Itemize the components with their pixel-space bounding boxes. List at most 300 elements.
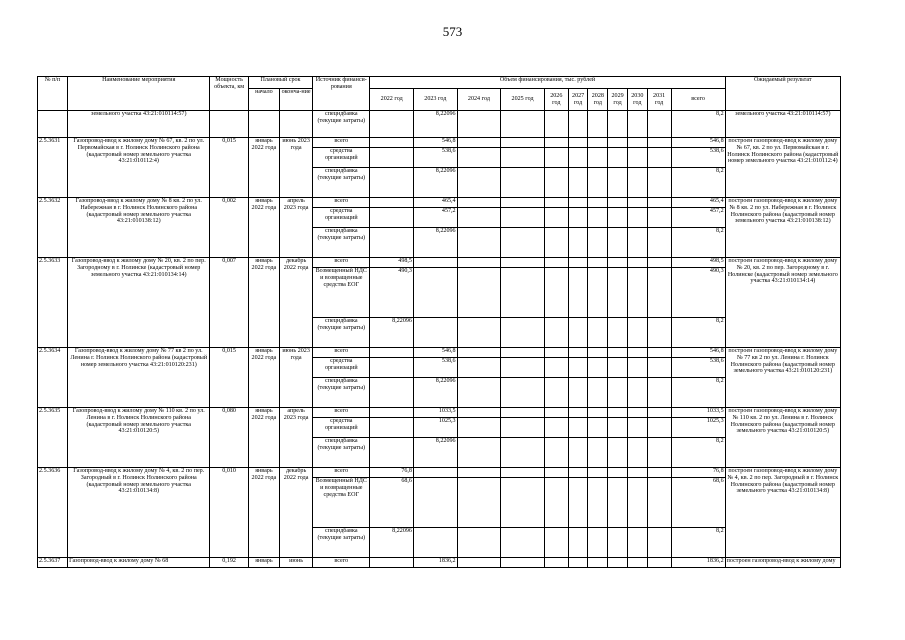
item-number: 2.5.3635 [38,408,68,468]
header-year: 2025 год [501,89,545,111]
value-empty [501,148,545,168]
value-empty [501,268,545,318]
value-empty [608,478,628,528]
item-name: Газопровод-ввод к жилому дому № 20, кв. 2 по пер. Загородному в г. Нолинске (кадастровый номер земельного участка 43:21:010134:14) [68,258,210,348]
value-2022 [370,378,414,408]
item-name: Газопровод-ввод к жилому дому № 110 кв. 2 по ул. Ленина в г. Нолинск Нолинского района (кадастровый номер земельного участка 43:21:010120:5) [68,408,210,468]
value-2023 [413,468,457,478]
value-empty [627,438,647,468]
value-empty [568,258,588,268]
value-2023 [413,478,457,528]
value-2022 [370,358,414,378]
header-year: 2028 год [588,89,608,111]
funding-source: средства организаций [313,418,370,438]
value-empty [457,268,501,318]
value-empty [457,358,501,378]
value-empty [544,418,568,438]
item-capacity: 0,080 [210,408,248,468]
value-empty [588,148,608,168]
value-empty [608,318,628,348]
value-2023: 465,4 [413,198,457,208]
value-empty [501,208,545,228]
value-empty [588,408,608,418]
table-row [38,348,841,358]
value-total: 8,2 [671,228,725,258]
value-empty [457,318,501,348]
value-empty [608,468,628,478]
value-empty [568,468,588,478]
financing-table [37,76,841,568]
value-empty [501,258,545,268]
value-empty [588,358,608,378]
item-capacity: 0,002 [210,198,248,258]
header-end: оконча-ние [279,89,312,111]
value-total: 8,2 [671,528,725,558]
value-empty [501,138,545,148]
value-empty [647,208,671,228]
funding-source: спецндбавка (текущие затраты) [313,168,370,198]
value-empty [647,348,671,358]
item-start: январь 2022 года [248,468,279,558]
value-empty [568,138,588,148]
value-empty [544,318,568,348]
value-2022: 490,3 [370,268,414,318]
item-number: 2.5.3632 [38,198,68,258]
item-number: 2.5.3633 [38,258,68,348]
value-total: 8,2 [671,378,725,408]
value-empty [608,408,628,418]
value-total: 1836,2 [671,558,725,568]
item-capacity: 0,015 [210,348,248,408]
table-row [38,198,841,208]
header-period: Плановый срок [248,77,312,89]
value-empty [608,268,628,318]
header-start: начало [248,89,279,111]
value-total: 546,8 [671,348,725,358]
value-empty [568,378,588,408]
value-empty [568,198,588,208]
value-empty [588,528,608,558]
value-2023: 8,22096 [413,378,457,408]
page-number: 573 [442,24,463,39]
value-empty [647,478,671,528]
value-empty [457,138,501,148]
value-empty [544,228,568,258]
funding-source: средства организаций [313,148,370,168]
value-empty [457,168,501,198]
value-total: 1025,3 [671,418,725,438]
item-name: земельного участка 43:21:010114:57) [68,111,210,138]
value-empty [647,378,671,408]
value-empty [608,228,628,258]
value-empty [627,528,647,558]
item-end: декабрь 2022 года [279,258,312,348]
value-empty [627,198,647,208]
value-total: 8,2 [671,111,725,138]
value-2022: 76,8 [370,468,414,478]
item-name: Газопровод-ввод к жилому дому № 8 кв. 2 по ул. Набережная в г. Нолинск Нолинского района (кадастровый номер земельного участка 43:21:010138:12) [68,198,210,258]
funding-source: Возмещенный НДС и возвращенные средства ЕОГ [313,478,370,528]
value-empty [608,358,628,378]
value-empty [588,208,608,228]
header-capacity: Мощность объекта, км [210,77,248,111]
value-empty [627,348,647,358]
value-empty [544,268,568,318]
value-2023: 538,6 [413,358,457,378]
value-2022 [370,228,414,258]
table-row [38,138,841,148]
value-empty [588,168,608,198]
item-result: построен газопровод-ввод к жилому дому № 110 кв. 2 по ул. Ленина в г. Нолинск Нолинского района (кадастровый номер земельного участка 43:21:010120:5) [725,408,840,468]
value-empty [627,318,647,348]
value-2023 [413,268,457,318]
value-2022 [370,148,414,168]
value-empty [544,558,568,568]
funding-source: спецндбавка (текущие затраты) [313,111,370,138]
item-number: 2.5.3631 [38,138,68,198]
funding-source: спецндбавка (текущие затраты) [313,438,370,468]
table-body [38,111,841,568]
value-empty [544,408,568,418]
funding-source: средства организаций [313,208,370,228]
funding-source: всего [313,408,370,418]
header-result: Ожидаемый результат [725,77,840,111]
value-empty [457,408,501,418]
header-source: Источник финанси-рования [313,77,370,111]
funding-source: всего [313,468,370,478]
value-empty [588,438,608,468]
value-2023: 8,22096 [413,228,457,258]
value-total: 68,6 [671,478,725,528]
value-empty [457,558,501,568]
item-start: январь 2022 года [248,198,279,258]
value-empty [588,198,608,208]
item-start: январь 2022 года [248,138,279,198]
header-name: Наименование мероприятия [68,77,210,111]
value-empty [608,348,628,358]
funding-source: всего [313,258,370,268]
value-empty [568,268,588,318]
value-empty [588,478,608,528]
header-year: 2031 год [647,89,671,111]
value-empty [501,468,545,478]
value-empty [501,358,545,378]
value-empty [457,378,501,408]
item-name: Газопровод-ввод к жилому дому № 67, кв. 2 по ул. Первомайская в г. Нолинск Нолинского района (кадастровый номер земельного участка 43:21:010112:4) [68,138,210,198]
value-total: 465,4 [671,198,725,208]
value-2023: 538,6 [413,148,457,168]
funding-source: спецндбавка (текущие затраты) [313,528,370,558]
value-empty [457,208,501,228]
value-total: 76,8 [671,468,725,478]
item-result: построен газопровод-ввод к жилому дому № 20, кв. 2 по пер. Загородному в г. Нолинске (кадастровый номер земельного участка 43:21:010134:14) [725,258,840,348]
value-empty [608,208,628,228]
value-empty [608,138,628,148]
value-empty [647,408,671,418]
value-empty [627,268,647,318]
header-year: 2027 год [568,89,588,111]
value-empty [588,138,608,148]
value-2023: 8,22096 [413,168,457,198]
value-2022 [370,198,414,208]
item-result: построен газопровод-ввод к жилому дому [725,558,840,568]
value-2023: 1025,3 [413,418,457,438]
value-2022: 8,22096 [370,318,414,348]
value-2022 [370,558,414,568]
value-empty [544,468,568,478]
value-empty [568,438,588,468]
value-empty [627,168,647,198]
value-empty [627,148,647,168]
value-empty [608,198,628,208]
value-2023: 546,8 [413,348,457,358]
item-end: декабрь 2022 года [279,468,312,558]
value-2022: 8,22096 [370,528,414,558]
value-empty [501,318,545,348]
item-end: июнь 2023 года [279,348,312,408]
table-row [38,558,841,568]
value-empty [544,478,568,528]
item-name: Газопровод-ввод к жилому дому № 68 [68,558,210,568]
value-empty [544,348,568,358]
item-end: июнь [279,558,312,568]
value-2023: 546,8 [413,138,457,148]
value-empty [588,268,608,318]
value-empty [457,228,501,258]
value-total: 538,6 [671,148,725,168]
value-empty [627,358,647,378]
header-year: 2030 год [627,89,647,111]
value-2022 [370,408,414,418]
value-empty [608,418,628,438]
value-total: 546,8 [671,138,725,148]
value-2023: 1836,2 [413,558,457,568]
value-empty [544,378,568,408]
value-empty [627,138,647,148]
header-year: 2029 год [608,89,628,111]
funding-source: всего [313,138,370,148]
value-empty [608,258,628,268]
value-empty [627,408,647,418]
value-empty [627,418,647,438]
value-empty [647,528,671,558]
header-volume: Объем финансирования, тыс. рублей [370,77,725,89]
item-result: построен газопровод-ввод к жилому дому № 77 кв 2 по ул. Ленина г. Нолинск Нолинского района (кадастровый номер земельного участка 43:21:010120:231) [725,348,840,408]
value-empty [501,198,545,208]
value-empty [588,378,608,408]
value-empty [608,528,628,558]
value-empty [647,318,671,348]
value-empty [568,148,588,168]
value-empty [647,258,671,268]
value-empty [457,348,501,358]
value-empty [608,558,628,568]
header-year: 2026 год [544,89,568,111]
value-empty [457,148,501,168]
value-2022 [370,418,414,438]
value-empty [608,148,628,168]
value-empty [501,418,545,438]
value-2022: 498,5 [370,258,414,268]
value-empty [568,528,588,558]
value-2023: 8,22096 [413,111,457,138]
value-empty [457,258,501,268]
value-empty [457,468,501,478]
value-empty [627,468,647,478]
value-empty [608,378,628,408]
value-total: 8,2 [671,438,725,468]
item-start: январь [248,558,279,568]
value-empty [647,468,671,478]
funding-source: спецндбавка (текущие затраты) [313,318,370,348]
value-2022 [370,348,414,358]
table-row [38,408,841,418]
item-number: 2.5.3634 [38,348,68,408]
value-empty [501,408,545,418]
value-empty [568,408,588,418]
item-capacity: 0,015 [210,138,248,198]
value-empty [568,208,588,228]
header-num: № п/п [38,77,68,111]
value-empty [568,558,588,568]
value-empty [647,148,671,168]
value-empty [501,478,545,528]
value-empty [627,258,647,268]
funding-source: всего [313,198,370,208]
value-2023 [413,318,457,348]
item-end: апрель 2023 года [279,408,312,468]
value-2022 [370,138,414,148]
value-empty [608,438,628,468]
item-capacity: 0,192 [210,558,248,568]
value-total: 538,6 [671,358,725,378]
value-empty [588,258,608,268]
value-total: 8,2 [671,318,725,348]
item-end: апрель 2023 года [279,198,312,258]
value-empty [627,478,647,528]
item-result: построен газопровод-ввод к жилому дому № 4, кв. 2 по пер. Загородный в г. Нолинск Нолинского района (кадастровый номер земельного участка 43:21:010134:8) [725,468,840,558]
table-header [38,77,841,111]
item-number: 2.5.3637 [38,558,68,568]
value-2023: 1033,5 [413,408,457,418]
header-year: 2024 год [457,89,501,111]
value-empty [647,228,671,258]
value-empty [568,358,588,378]
header-total: всего [671,89,725,111]
value-empty [544,138,568,148]
value-empty [544,168,568,198]
header-year: 2022 год [370,89,414,111]
value-empty [457,198,501,208]
value-empty [627,208,647,228]
value-empty [501,558,545,568]
value-empty [501,528,545,558]
value-empty [647,418,671,438]
item-name: Газопровод-ввод к жилому дому № 4, кв. 2 по пер. Загородный в г. Нолинск Нолинского района (кадастровый номер земельного участка 43:21:010134:8) [68,468,210,558]
value-empty [568,228,588,258]
value-2022 [370,168,414,198]
value-empty [647,558,671,568]
item-number: 2.5.3636 [38,468,68,558]
value-empty [647,138,671,148]
value-empty [544,258,568,268]
funding-source: всего [313,348,370,358]
value-total: 8,2 [671,168,725,198]
value-empty [568,348,588,358]
value-empty [588,468,608,478]
value-total: 490,3 [671,268,725,318]
value-2022: 68,6 [370,478,414,528]
table-row [38,111,841,138]
item-name: Газопровод-ввод к жилому дому № 77 кв 2 по ул. Ленина г. Нолинск Нолинского района (кадастровый номер земельного участка 43:21:010120:231) [68,348,210,408]
item-capacity: 0,010 [210,468,248,558]
value-empty [568,318,588,348]
value-2022 [370,438,414,468]
item-start: январь 2022 года [248,348,279,408]
item-result: земельного участка 43:21:010114:57) [725,111,840,138]
value-empty [627,378,647,408]
funding-source: средства организаций [313,358,370,378]
value-empty [568,478,588,528]
value-total: 1033,5 [671,408,725,418]
value-empty [647,168,671,198]
value-empty [627,558,647,568]
value-empty [647,358,671,378]
value-empty [457,418,501,438]
value-empty [457,438,501,468]
value-empty [588,318,608,348]
value-empty [501,378,545,408]
value-empty [501,228,545,258]
table-row [38,468,841,478]
value-empty [627,228,647,258]
value-empty [568,168,588,198]
item-capacity: 0,007 [210,258,248,348]
item-start: январь 2022 года [248,408,279,468]
value-empty [568,418,588,438]
header-year: 2023 год [413,89,457,111]
value-empty [588,348,608,358]
funding-source: спецндбавка (текущие затраты) [313,228,370,258]
table-row [38,258,841,268]
value-empty [647,438,671,468]
value-empty [501,438,545,468]
value-empty [501,168,545,198]
funding-source: спецндбавка (текущие затраты) [313,378,370,408]
funding-source: всего [313,558,370,568]
value-empty [501,348,545,358]
value-empty [647,198,671,208]
value-empty [608,168,628,198]
value-2023 [413,258,457,268]
value-empty [588,558,608,568]
value-empty [588,228,608,258]
value-2023: 457,2 [413,208,457,228]
value-empty [457,528,501,558]
value-empty [544,148,568,168]
value-empty [544,358,568,378]
value-empty [544,208,568,228]
value-2023: 8,22096 [413,438,457,468]
item-start: январь 2022 года [248,258,279,348]
value-2023 [413,528,457,558]
funding-source: Возмещенный НДС и возвращенные средства ЕОГ [313,268,370,318]
value-empty [544,528,568,558]
value-total: 498,5 [671,258,725,268]
value-empty [647,268,671,318]
item-end: июнь 2023 года [279,138,312,198]
value-empty [544,438,568,468]
